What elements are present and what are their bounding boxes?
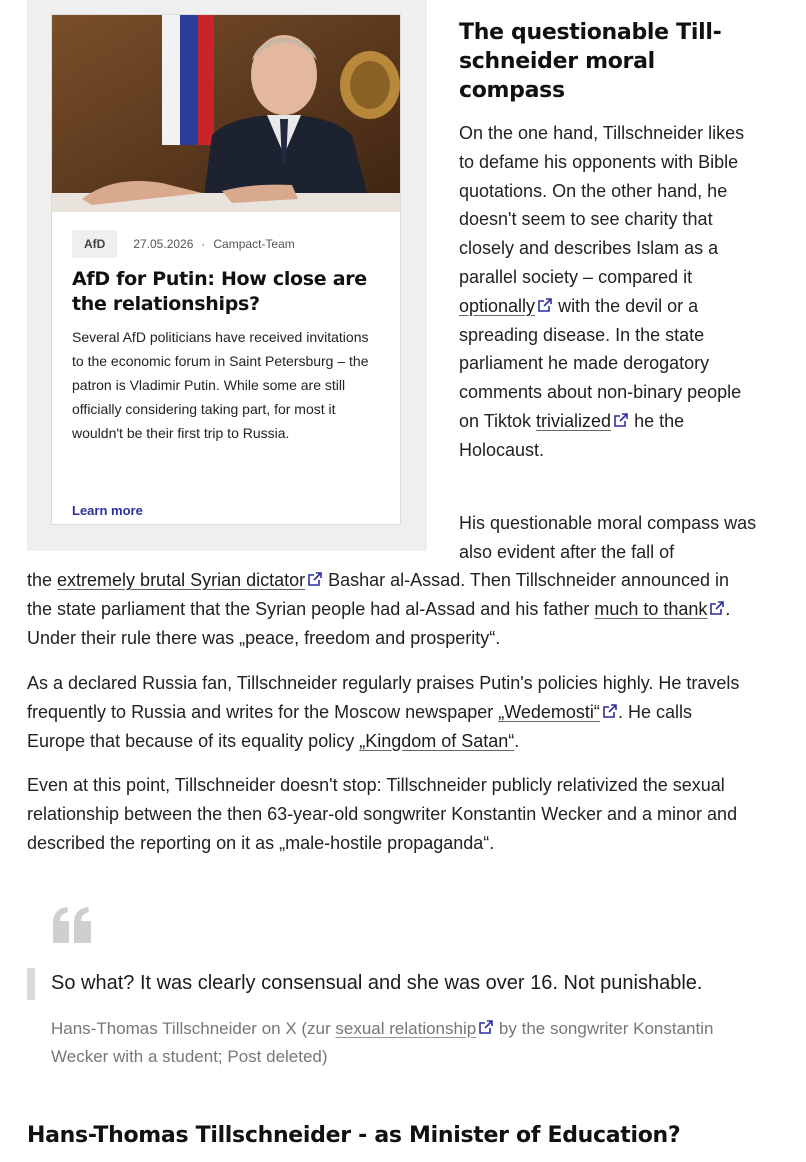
meta-separator: · — [201, 237, 206, 251]
sexual-relationship-link[interactable]: sexual relationship — [335, 1019, 477, 1038]
paragraph-2-start: His questionable moral compass was also evident after the fall of — [459, 513, 757, 562]
category-tag[interactable]: AfD — [72, 230, 117, 258]
article-teaser-card[interactable] — [51, 14, 401, 525]
optionally-link[interactable]: optionally — [459, 295, 536, 316]
paragraph-text: As a declared Russia fan, Tillschneider regularly praises Putin's policies highly. He travels frequently to Russia and writes for the Moscow newspaper — [27, 673, 740, 722]
article-teaser-container — [27, 0, 427, 551]
paragraph-text: Bashar al-Assad. Then Tillschneider announced in the state parliament that the Syrian people had al-Assad and his father — [27, 570, 730, 619]
paragraph-text: On the one hand, Tillschneider likes to defame his opponents with Bible quotations. On the other hand, he doesn't seem to see charity that closely and describes Islam as a parallel society – compared it — [459, 123, 745, 287]
kingdom-of-satan-link[interactable]: „Kingdom of Satan“ — [359, 730, 515, 751]
paragraph-text: . Under their rule there was „peace, freedom and prosperity“. — [27, 598, 731, 648]
much-to-thank-link[interactable]: much to thank — [594, 598, 708, 619]
quote-icon — [51, 905, 93, 947]
publish-date: 27.05.2026 — [133, 237, 194, 251]
paragraph-2 — [27, 566, 747, 652]
next-section-heading: Hans-Thomas Tillschneider - as Minister of Education? — [27, 1123, 681, 1148]
section-heading: The questionable Tillschneider moral compass — [459, 20, 722, 103]
external-link-icon — [709, 600, 725, 616]
article-teaser-image[interactable] — [52, 15, 400, 212]
article-teaser-description: Several AfD politicians have received invitations to the economic forum in Saint Petersburg – the patron is Vladimir Putin. While some are still officially considering taking part, for most it wouldn't be their first trip to Russia. — [72, 329, 369, 441]
external-link-icon — [478, 1019, 494, 1035]
author-name: Campact-Team — [213, 237, 295, 251]
quote-source-text: by the songwriter Konstantin Wecker with a student; Post deleted) — [51, 1019, 714, 1066]
quote-source-text: Hans-Thomas Tillschneider on X (zur — [51, 1019, 336, 1038]
photo-illustration — [52, 15, 400, 212]
paragraph-3 — [27, 669, 747, 755]
paragraph-text: . He calls Europe that because of its equality policy — [27, 701, 692, 751]
external-link-icon — [307, 571, 323, 587]
paragraph-text: with the devil or a spreading disease. In the state parliament he made derogatory comments about non-binary people on Tiktok — [459, 295, 742, 431]
article-teaser-title[interactable]: AfD for Putin: How close are the relationships? — [72, 268, 367, 315]
paragraph-4: Even at this point, Tillschneider doesn't stop: Tillschneider publicly relativized the sexual relationship between the then 63-year-old songwriter Konstantin Wecker and a minor and described the reporting on it as „male-hostile propaganda“. — [27, 775, 738, 853]
external-link-icon — [537, 297, 553, 313]
learn-more-link[interactable]: Learn more — [72, 503, 143, 518]
quote-bar — [27, 968, 35, 1000]
wedemosti-link[interactable]: „Wedemosti“ — [498, 701, 600, 722]
paragraph-text: . — [514, 730, 520, 751]
external-link-icon — [613, 412, 629, 428]
article-teaser-meta — [72, 230, 295, 258]
trivialized-link[interactable]: trivialized — [536, 410, 612, 431]
external-link-icon — [602, 703, 618, 719]
paragraph-text: he the Holocaust. — [459, 410, 685, 460]
syrian-dictator-link[interactable]: extremely brutal Syrian dictator — [57, 570, 306, 590]
paragraph-1 — [459, 119, 751, 465]
quote-source — [51, 1015, 741, 1071]
blockquote-text: So what? It was clearly consensual and she was over 16. Not punishable. — [51, 972, 703, 994]
paragraph-text: the — [27, 570, 58, 590]
